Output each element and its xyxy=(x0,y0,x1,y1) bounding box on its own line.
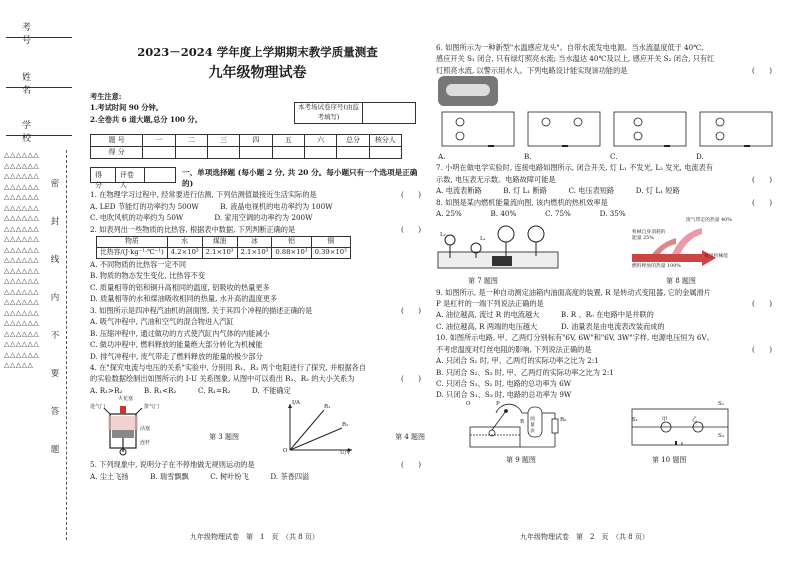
faucet-photo xyxy=(438,76,498,106)
q-text: 不考虑温度对灯丝电阻的影响, 下列说法正确的是 xyxy=(436,344,592,354)
question-line: 9. 如图所示, 是一种自动测定油箱内油面高度的装置, R 是转动式变阻器, 它的金属滑片 xyxy=(436,287,711,297)
question-line xyxy=(90,190,425,200)
table-header: 水 xyxy=(167,237,202,248)
score-cell[interactable] xyxy=(240,146,272,158)
question-line xyxy=(436,198,776,208)
question-line xyxy=(90,225,425,235)
score-header: 一 xyxy=(143,134,175,146)
option-line: A. 电流表断路 B. 灯 L₁ 断路 C. 电压表短路 D. 灯 L₁ 短路 xyxy=(436,186,680,196)
option-line: A. 油位越高, 流过 R 的电流越大 B. R 、R₀ 在电路中是并联的 xyxy=(436,310,654,320)
note-1: 1.考试时间 90 分钟。 xyxy=(90,103,163,113)
score-cell[interactable] xyxy=(337,146,369,158)
question-line xyxy=(436,299,776,309)
q-text: 1. 在物理学习过程中, 经常要进行估测, 下列估测值最接近生活实际的是 xyxy=(90,190,317,200)
q-text: 的实验数据绘制出如图所示的 I-U 关系图象, 从图中可以看出 R₁、R₂ 的大小关系为 xyxy=(90,374,355,384)
section-1-header xyxy=(90,167,425,190)
option-line: B. 压缩冲程中, 通过做功的方式使汽缸内气体的内能减小 xyxy=(90,328,270,338)
triangle-pattern: △△△△△△△△△△△△△△△△△△△△△△△△△△△△△△△△△△△△△△△△△△△△△△△△△△△△△△△△△△△△△△△△△△△△△△△△△△△△△△△△△△△△△△△△△△△△△△△△△△△△△△△△△△△△△△△△△△△△△△△△△△△△△ xyxy=(4,151,40,369)
line-label: R₂ xyxy=(342,422,349,429)
name-field[interactable] xyxy=(6,70,72,97)
q6-figures xyxy=(436,76,776,162)
seal-char: 封 xyxy=(50,217,60,227)
fig-label: O xyxy=(466,400,471,407)
answer-blank[interactable]: ( ) xyxy=(401,305,421,315)
school-field[interactable] xyxy=(6,118,72,145)
seal-line xyxy=(66,150,67,540)
fig-label: 进气门 xyxy=(90,404,106,411)
axis-label: I/A xyxy=(292,400,301,407)
seal-char: 题 xyxy=(50,445,60,455)
q-text: 3. 如图所示是四冲程汽油机的剖面图, 关于其四个冲程的描述正确的是 xyxy=(90,305,313,315)
answer-blank[interactable]: ( ) xyxy=(401,460,421,470)
option-line: C. 油位越高, R 两端的电压越大 D. 油量表是由电流表改装而成的 xyxy=(436,321,665,331)
iu-graph xyxy=(278,400,356,456)
score-header: 二 xyxy=(175,134,207,146)
option-line: A. 只闭合 S₁ 时, 甲、乙两灯的实际功率之比为 2:1 xyxy=(436,356,599,366)
table-cell: 0.88×10³ xyxy=(272,248,311,259)
q-text: 5. 下列现象中, 说明分子在不停地做无规则运动的是 xyxy=(90,460,255,470)
question-line: 10. 如图所示电路, 甲、乙两灯分别标有"6V, 6W"和"6V, 3W"字样, 电源电压恒为 6V。 xyxy=(436,333,714,343)
fuel-gauge-circuit xyxy=(466,400,576,451)
score-header: 五 xyxy=(272,134,304,146)
fig-label: R₀ xyxy=(560,416,567,423)
option-line: A. 吸气冲程中, 汽油和空气的混合物进入汽缸 xyxy=(90,317,234,327)
seat-number-box xyxy=(294,102,416,124)
notes-heading: 考生注意: xyxy=(90,91,122,101)
seal-notice xyxy=(49,178,61,482)
exam-title: 2023－2024 学年度上学期期末教学质量测查 xyxy=(137,45,378,59)
fig-label: S₃ xyxy=(718,432,724,439)
option-line: C. 做功冲程中, 燃料释放的能量绝大部分转化为机械能 xyxy=(90,340,263,350)
option-label: B. xyxy=(524,152,532,162)
option-line: C. 电吹风机的功率约为 50W D. 家用空调的功率约为 200W xyxy=(90,213,313,223)
question-line xyxy=(90,374,425,384)
axis-label: O xyxy=(283,448,288,455)
score-cell[interactable] xyxy=(175,146,207,158)
fig-label: 连杆 xyxy=(140,440,151,447)
seal-char: 答 xyxy=(50,407,60,417)
option-line: A. 不同物质的比热容一定不同 xyxy=(90,260,187,270)
engine-diagram xyxy=(90,396,170,456)
seal-char: 要 xyxy=(50,369,60,379)
fig-label: S₁ xyxy=(632,416,638,423)
question-line: 4. 在"探究电流与电压的关系"实验中, 分别用 R₁、R₂ 两个电阻进行了探究, 并根据各自 xyxy=(90,362,367,372)
question-line: 7. 小明在做电学实验时, 连接电路如图所示, 闭合开关, 灯 L₁ 不发光, L₂ 发光, 电流表有 xyxy=(436,163,713,173)
table-cell: 2.1×10³ xyxy=(237,248,272,259)
flow-label: 废气带走的热量 40% xyxy=(686,217,732,223)
exam-number-label: 考 号 xyxy=(22,23,44,47)
seal-char: 线 xyxy=(50,255,60,265)
q-text: 示数, 电压表无示数。电路故障可能是 xyxy=(436,174,556,184)
question-line: 6. 如图所示为一种新型"水温感应龙头"。自带水流发电电源。当水流温度低于 40℃, xyxy=(436,43,704,52)
score-cell[interactable] xyxy=(208,146,240,158)
q-text: 8. 如图是某内燃机能量流向图, 该内燃机的热机效率是 xyxy=(436,197,608,207)
circuit-photo xyxy=(436,222,566,272)
option-line: B. 物质的物态发生变化, 比热容不变 xyxy=(90,271,206,281)
answer-blank[interactable]: ( ) xyxy=(752,174,772,184)
answer-blank[interactable]: ( ) xyxy=(401,224,421,234)
table-header: 煤油 xyxy=(202,237,237,248)
exam-subject-title: 九年级物理试卷 xyxy=(208,64,307,81)
score-row-label: 得 分 xyxy=(91,146,143,158)
binding-margin xyxy=(0,0,80,561)
score-header: 四 xyxy=(240,134,272,146)
fig-label: 油量表 xyxy=(530,416,535,434)
fig-label: R xyxy=(520,418,525,425)
fig-label: 活塞 xyxy=(140,426,151,433)
score-header: 六 xyxy=(304,134,336,146)
table-cell: 比热容/(J·kg⁻¹·℃⁻¹) xyxy=(97,248,168,259)
seal-char: 内 xyxy=(50,293,60,303)
figure-caption: 第 8 题图 xyxy=(666,276,696,285)
score-cell[interactable] xyxy=(143,146,175,158)
figure-caption: 第 9 题图 xyxy=(506,455,536,464)
seal-char: 密 xyxy=(50,179,60,189)
option-label: A. xyxy=(438,152,446,162)
table-header: 冰 xyxy=(237,237,272,248)
option-label: C. xyxy=(610,152,618,162)
fig-label: 乙 xyxy=(692,416,698,423)
seat-number-label: 本考场试卷序号(由监考填写) xyxy=(295,103,363,123)
score-cell[interactable] xyxy=(369,146,401,158)
score-header: 总分 xyxy=(337,134,369,146)
score-cell[interactable] xyxy=(304,146,336,158)
figure-caption: 第 7 题图 xyxy=(468,276,498,285)
q-text: 灯照亮水流, 以警示用水人。下列电路设计能实现该功能的是 xyxy=(436,65,628,75)
figure-caption: 第 4 题图 xyxy=(395,433,425,442)
figure-caption: 第 10 题图 xyxy=(652,455,687,464)
option-line: D. 排气冲程中, 废气带走了燃料释放的能量的极少部分 xyxy=(90,351,263,361)
flow-label: 燃料释放的热量 100% xyxy=(632,263,681,269)
fig-label: L₁ xyxy=(480,235,486,242)
option-line: A. LED 节能灯的功率约为 500W B. 液晶电视机的电功率约为 100W xyxy=(90,201,333,211)
option-line: A. 25% B. 40% C. 75% D. 35% xyxy=(436,209,626,219)
page-1 xyxy=(90,40,425,482)
grader-cell[interactable] xyxy=(145,168,175,182)
option-line: B. 只闭合 S₂、S₃ 时, 甲、乙两灯的实际功率之比为 2:1 xyxy=(436,367,614,377)
figures-9-10 xyxy=(436,400,776,465)
option-label: D. xyxy=(696,152,704,162)
answer-blank[interactable]: ( ) xyxy=(752,65,772,75)
table-cell: 2.1×10³ xyxy=(202,248,237,259)
question-line xyxy=(90,306,425,316)
figure-caption: 第 3 题图 xyxy=(209,433,239,442)
axis-label: U/V xyxy=(340,450,351,457)
fig-label: L₂ xyxy=(440,231,446,238)
lamp-circuit xyxy=(626,400,736,451)
answer-blank[interactable]: ( ) xyxy=(752,197,772,207)
option-line: D. 质量相等的水和煤油吸收相同的热量, 水升高的温度更多 xyxy=(90,294,278,304)
question-line xyxy=(436,66,776,76)
score-header: 题 号 xyxy=(91,134,143,146)
flow-label: 机械自身消耗的能量 25% xyxy=(632,229,666,242)
fig-label: 甲 xyxy=(662,416,668,423)
grader-label: 评卷人 xyxy=(116,168,146,182)
page-footer-1: 九年级物理试卷 第 1 页 （共 8 页） xyxy=(190,533,319,541)
figures-3-4 xyxy=(90,398,425,456)
option-line: C. 只闭合 S₁、S₂ 时, 电路的总功率为 6W xyxy=(436,379,572,388)
fig-label: P xyxy=(496,400,500,407)
line-label: R₁ xyxy=(324,404,331,411)
score-label: 得 分 xyxy=(91,168,116,182)
answer-blank[interactable]: ( ) xyxy=(752,298,772,308)
option-line: A. R₁>R₂ B. R₁<R₂ C. R₁=R₂ D. 不能确定 xyxy=(90,385,291,395)
table-cell: 4.2×10³ xyxy=(167,248,202,259)
specific-heat-table xyxy=(96,236,351,259)
table-cell: 0.39×10³ xyxy=(311,248,350,259)
option-line: A. 尘土飞扬 B. 瑞雪飘飘 C. 树叶纷飞 D. 茶香四溢 xyxy=(90,471,310,481)
table-header: 铜 xyxy=(311,237,350,248)
table-header: 物质 xyxy=(97,237,168,248)
seal-char: 不 xyxy=(50,331,60,341)
question-line: 感应开关 S₁ 闭合, 只有绿灯照亮水流; 当水温达 40℃及以上, 感应开关 S₂ 闭合, 只有红 xyxy=(436,54,715,64)
page-footer-2: 九年级物理试卷 第 2 页 （共 8 页） xyxy=(520,533,649,541)
name-label: 姓 名 xyxy=(22,73,44,97)
question-line xyxy=(90,460,425,470)
exam-number-field[interactable] xyxy=(6,20,72,47)
option-line: D. 只闭合 S₁、S₃ 时, 电路的总功率为 9W xyxy=(436,390,572,400)
score-header: 核分人 xyxy=(369,134,401,146)
question-line xyxy=(436,175,776,185)
energy-flow-diagram xyxy=(632,217,736,272)
fig-label: S₂ xyxy=(718,400,724,407)
flow-label: 有用机械能 xyxy=(704,253,728,259)
fig-label: 排气门 xyxy=(144,404,160,411)
note-2: 2.全卷共 6 道大题,总分 100 分。 xyxy=(90,115,202,124)
fig-label: 火花塞 xyxy=(118,396,134,403)
answer-blank[interactable]: ( ) xyxy=(752,344,772,354)
figures-7-8 xyxy=(436,217,776,286)
grader-box xyxy=(90,167,176,189)
score-header: 三 xyxy=(208,134,240,146)
option-line: C. 质量相等的铝和铜升高相同的温度, 铝吸收的热量更多 xyxy=(90,282,270,292)
score-cell[interactable] xyxy=(272,146,304,158)
table-header: 铝 xyxy=(272,237,311,248)
q-text: P 是杠杆的一端下列说法正确的是 xyxy=(436,298,544,308)
school-label: 学 校 xyxy=(22,121,44,145)
answer-blank[interactable]: ( ) xyxy=(401,374,421,384)
answer-blank[interactable]: ( ) xyxy=(401,190,421,200)
section-1-title: 一、单项选择题 (每小题 2 分, 共 20 分。每小题只有一个选项是正确的) xyxy=(182,167,418,188)
page-2 xyxy=(436,42,776,465)
q-text: 2. 如表列出一些物质的比热容, 根据表中数据, 下列判断正确的是 xyxy=(90,224,296,234)
score-table xyxy=(90,134,402,159)
question-line xyxy=(436,345,776,355)
